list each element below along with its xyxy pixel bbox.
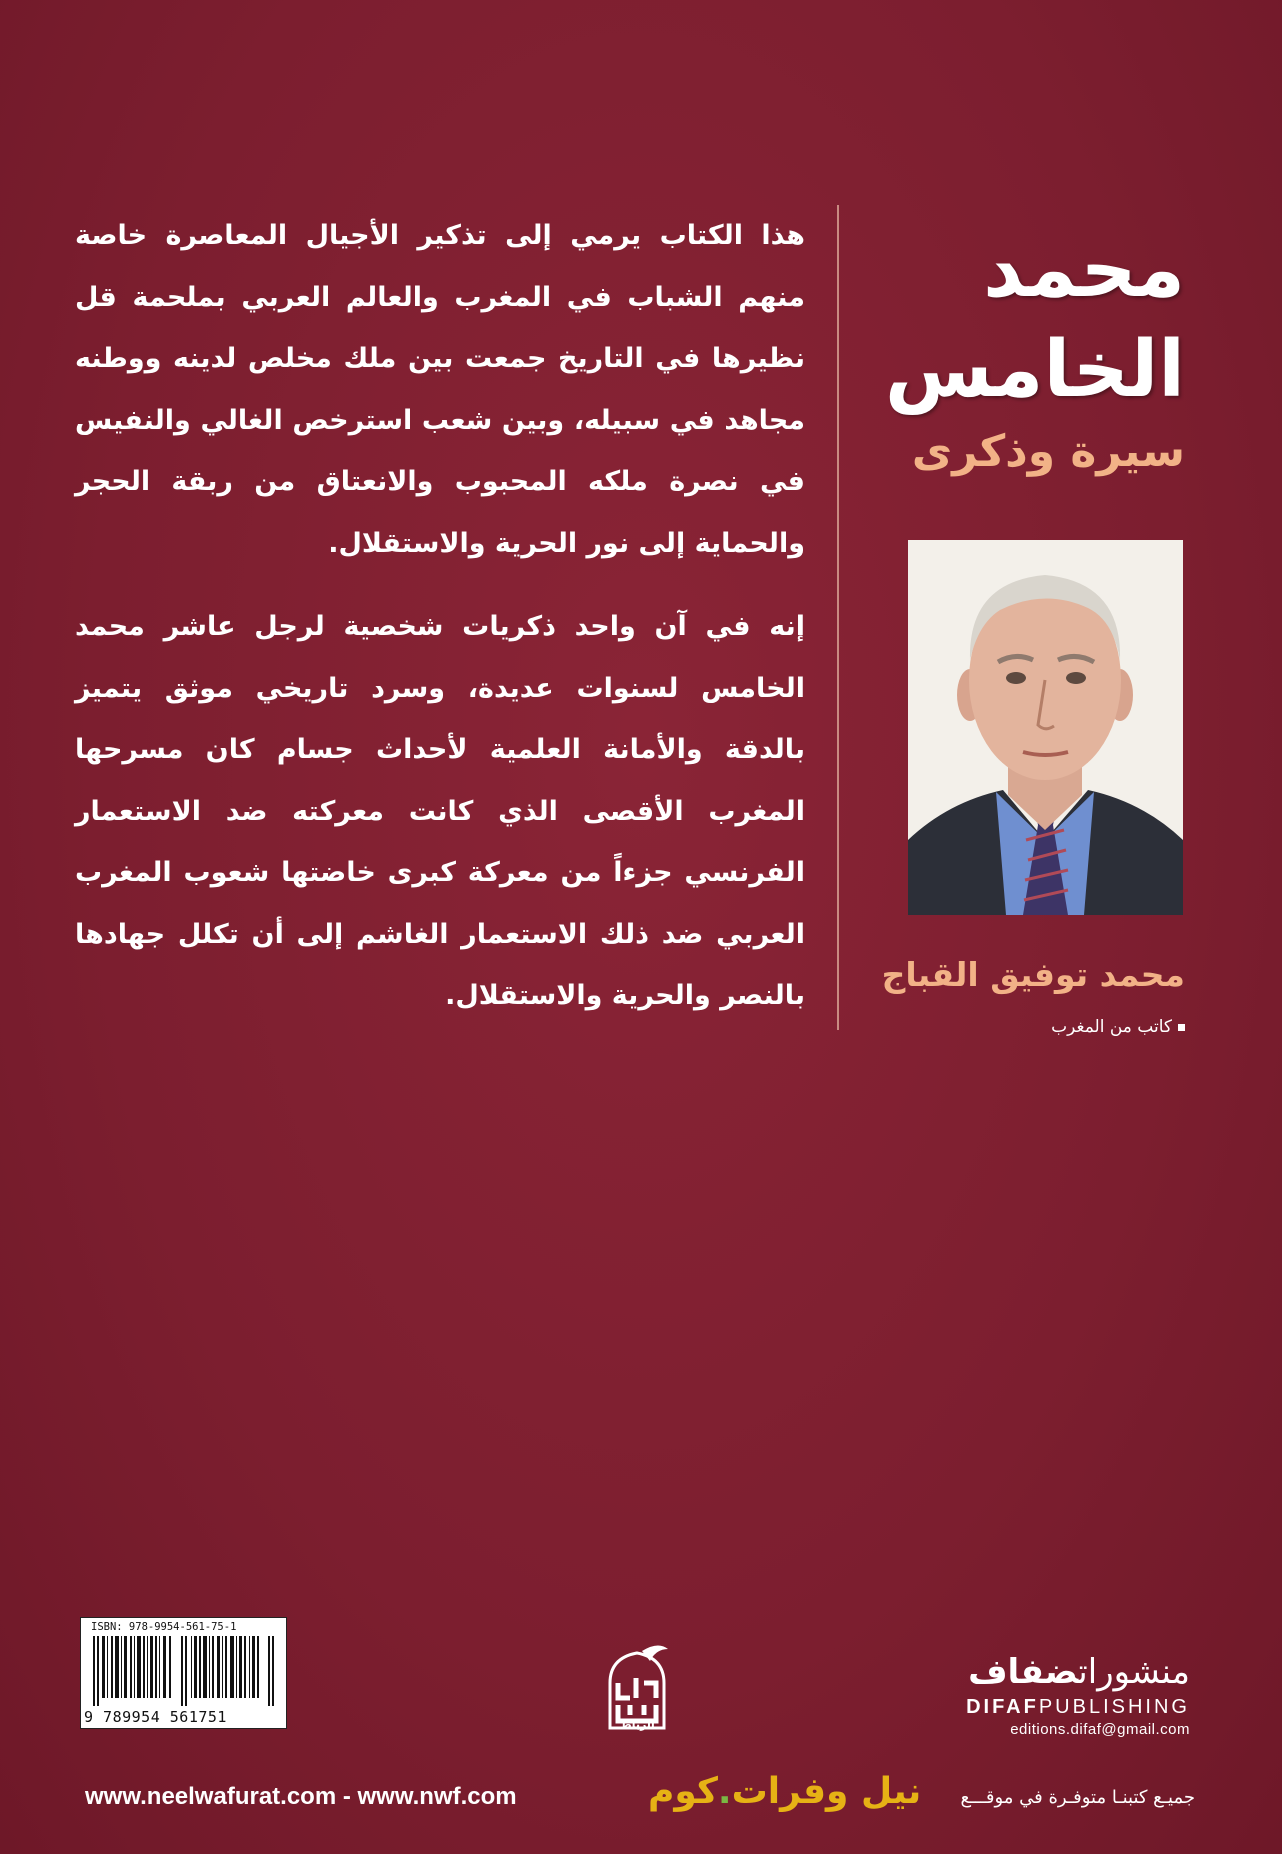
bullet-icon — [1178, 1024, 1185, 1031]
author-note-text: كاتب من المغرب — [1051, 1017, 1172, 1037]
blurb — [75, 205, 805, 1027]
author-name: محمد توفيق القباج — [881, 955, 1185, 994]
author-note — [900, 1017, 1185, 1037]
isbn-barcode — [80, 1617, 287, 1729]
barcode-digits: 9 789954 561751 — [84, 1708, 227, 1726]
vertical-divider — [837, 205, 839, 1030]
footer-brand-main: نيل وفرات — [731, 1771, 922, 1812]
publisher-english-rest: PUBLISHING — [1038, 1696, 1190, 1718]
publisher-arabic — [930, 1650, 1190, 1694]
author-photo — [908, 540, 1183, 915]
aman-logo-city: الرباط — [620, 1718, 655, 1731]
publisher-english-bold: DIFAF — [966, 1696, 1039, 1718]
publisher-logo — [930, 1650, 1190, 1740]
publisher-arabic-prefix: منشورات — [1078, 1652, 1190, 1692]
barcode-bars-icon — [85, 1636, 282, 1706]
footer-availability: جميـع كتبنـا متوفـرة في موقـــع — [960, 1787, 1195, 1808]
footer-brand-tld: كوم — [648, 1771, 718, 1812]
title-block — [884, 220, 1185, 482]
blurb-paragraph-2: إنه في آن واحد ذكريات شخصية لرجل عاشر محمد الخامس لسنوات عديدة، وسرد تاريخي موثق يتميز بالدقة والأمانة العلمية لأحداث جسام كان مسرحها المغرب الأقصى الذي كانت معركته ضد الاستعمار الفرنسي جزءاً من معركة كبرى خاضتها شعوب المغرب العربي ضد ذلك الاستعمار الغاشم إلى أن تكلل جهادها بالنصر والحرية والاستقلال. — [75, 611, 805, 1011]
footer-brand — [648, 1771, 921, 1812]
publisher-english — [930, 1694, 1190, 1720]
footer-brand-dot: . — [717, 1771, 732, 1812]
isbn-label: ISBN: 978-9954-561-75-1 — [91, 1621, 237, 1633]
publisher-email: editions.difaf@gmail.com — [1010, 1721, 1190, 1738]
title-line-1: محمد — [983, 225, 1185, 315]
publisher-arabic-name: ضفاف — [968, 1652, 1079, 1692]
subtitle: سيرة وذكرى — [911, 426, 1185, 477]
footer-urls: www.neelwafurat.com - www.nwf.com — [85, 1783, 517, 1810]
title-line-2: الخامس — [884, 325, 1185, 415]
blurb-paragraph-1: هذا الكتاب يرمي إلى تذكير الأجيال المعاصرة خاصة منهم الشباب في المغرب والعالم العربي بملحمة قل نظيرها في التاريخ جمعت بين ملك مخلص لدينه ووطنه مجاهد في سبيله، وبين شعب استرخص الغالي والنفيس في نصرة ملكه المحبوب والانعتاق من ربقة الحجر والحماية إلى نور الحرية والاستقلال. — [75, 220, 805, 559]
